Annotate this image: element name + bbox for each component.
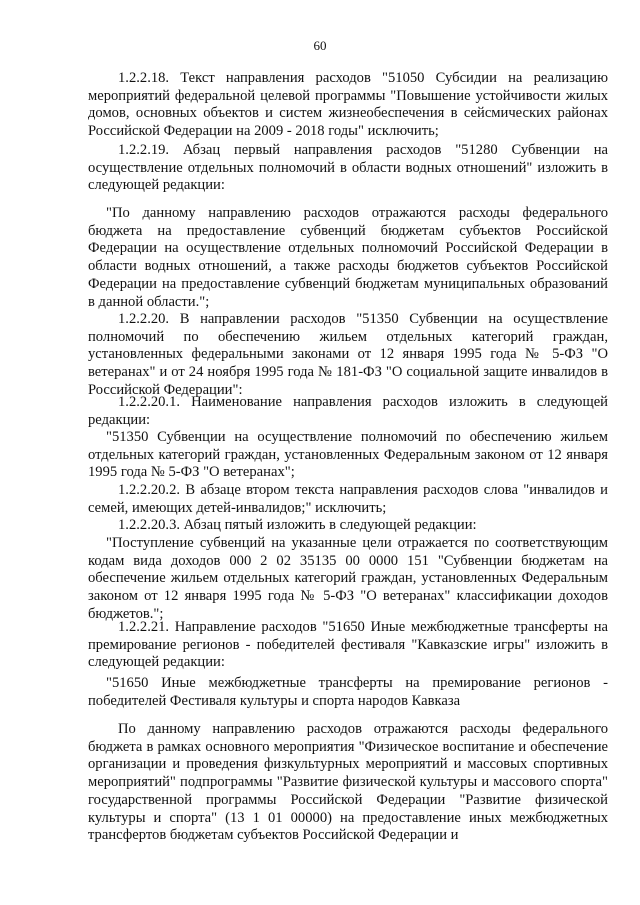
page-number: 60 [313, 38, 327, 53]
paragraph-1-2-2-20: 1.2.2.20. В направлении расходов "51350 Субвенции на осуществление полномочий по обеспечению жильем отдельных категорий граждан, установленных федеральными законами от 12 января 1995 года № 5-ФЗ "О ветеранах" и от 24 ноября 1995 года № 181-ФЗ "О социальной защите инвалидов в Российской Федерации": [88, 311, 608, 398]
paragraph-51650-description: По данному направлению расходов отражаются расходы федерального бюджета в рамках основного мероприятия "Физическое воспитание и обеспечение организации и проведения физкультурных мероприятий и массовых спортивных мероприятий" подпрограммы "Развитие физической культуры и массового спорта" государственной программы Российской Федерации "Развитие физической культуры и спорта" (13 1 01 00000) на предоставление иных межбюджетных трансфертов бюджетам субъектов Российской Федерации и [88, 721, 608, 844]
paragraph-1-2-2-18: 1.2.2.18. Текст направления расходов "51050 Субсидии на реализацию мероприятий федеральной целевой программы "Повышение устойчивости жилых домов, основных объектов и систем жизнеобеспечения в сейсмических районах Российской Федерации на 2009 - 2018 годы" исключить; [88, 70, 608, 140]
quoted-paragraph-51350: "51350 Субвенции на осуществление полномочий по обеспечению жильем отдельных категорий граждан, установленных Федеральным законом от 12 января 1995 года № 5-ФЗ "О ветеранах"; [88, 429, 608, 481]
paragraph-1-2-2-19: 1.2.2.19. Абзац первый направления расходов "51280 Субвенции на осуществление отдельных полномочий в области водных отношений" изложить в следующей редакции: [88, 142, 608, 194]
quoted-paragraph-51280: "По данному направлению расходов отражаются расходы федерального бюджета на предоставление субвенций бюджетам субъектов Российской Федерации на осуществление отдельных полномочий Российской Федерации в области водных отношений, а также расходы бюджетов субъектов Российской Федерации на предоставление субвенций бюджетам муниципальных образований в данной области."; [88, 205, 608, 310]
paragraph-1-2-2-20-1: 1.2.2.20.1. Наименование направления расходов изложить в следующей редакции: [88, 394, 608, 428]
paragraph-1-2-2-20-2: 1.2.2.20.2. В абзаце втором текста направления расходов слова "инвалидов и семей, имеющих детей-инвалидов;" исключить; [88, 482, 608, 516]
quoted-heading-51650: "51650 Иные межбюджетные трансферты на премирование регионов - победителей Фестиваля культуры и спорта народов Кавказа [88, 675, 608, 709]
paragraph-1-2-2-21: 1.2.2.21. Направление расходов "51650 Иные межбюджетные трансферты на премирование регионов - победителей фестиваля "Кавказские игры" изложить в следующей редакции: [88, 619, 608, 671]
paragraph-1-2-2-20-3: 1.2.2.20.3. Абзац пятый изложить в следующей редакции: [118, 517, 477, 533]
quoted-paragraph-subventions: "Поступление субвенций на указанные цели отражается по соответствующим кодам вида доходов 000 2 02 35135 00 0000 151 "Субвенции бюджетам на обеспечение жильем отдельных категорий граждан, установленных Федеральным законом от 12 января 1995 года № 5-ФЗ "О ветеранах" классификации доходов бюджетов."; [88, 535, 608, 622]
